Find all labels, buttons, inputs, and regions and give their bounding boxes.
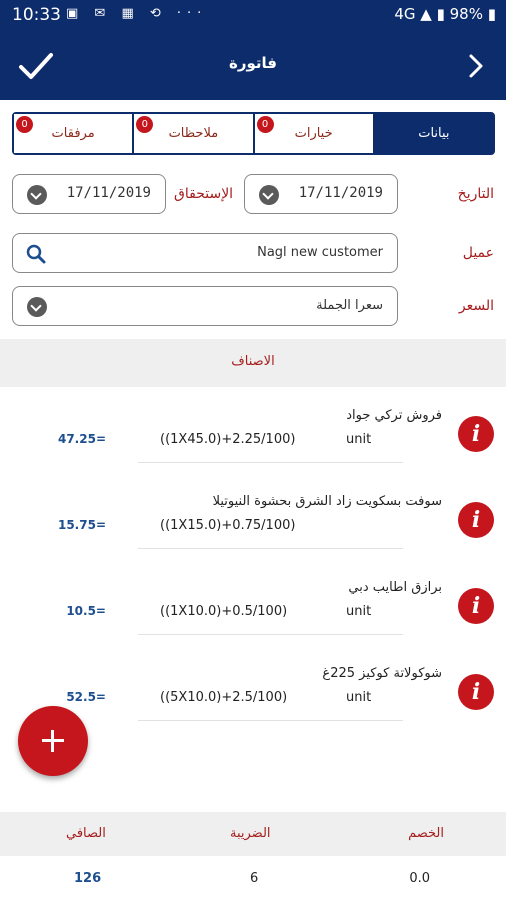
price-label: السعر [458, 298, 494, 314]
customer-value: Nagl new customer [257, 245, 383, 260]
app-bar [0, 30, 506, 100]
info-icon[interactable]: i [458, 588, 494, 624]
divider [138, 634, 403, 635]
item-formula: ((5X10.0)+2.5/100) [160, 690, 288, 705]
discount-label: الخصم [408, 826, 444, 841]
due-date-label: الإستحقاق [174, 186, 234, 202]
net-value: 126 [74, 871, 102, 886]
list-item[interactable] [0, 396, 506, 482]
item-formula: ((1X45.0)+2.25/100) [160, 432, 296, 447]
list-item[interactable] [0, 482, 506, 568]
tab-options[interactable] [253, 114, 373, 153]
discount-value: 0.0 [409, 871, 430, 886]
search-icon[interactable] [25, 243, 47, 265]
item-name: برازق اطايب دبي [348, 580, 442, 595]
add-item-button[interactable] [18, 706, 88, 776]
date-value: 17/11/2019 [298, 185, 383, 201]
info-icon[interactable]: i [458, 674, 494, 710]
list-item[interactable] [0, 568, 506, 654]
items-section-title: الاصناف [231, 354, 275, 369]
page-title: فاتورة [229, 54, 277, 72]
tax-value: 6 [250, 871, 259, 886]
item-name: فروش تركي جواد [346, 408, 442, 423]
item-unit: unit [346, 432, 372, 447]
divider [138, 548, 403, 549]
item-unit: unit [346, 604, 372, 619]
tab-options-label: خيارات [294, 126, 333, 141]
totals-header [0, 812, 506, 856]
due-date-field[interactable] [12, 174, 166, 214]
item-name: شوكولاتة كوكيز 225غ [322, 666, 442, 681]
tab-data[interactable] [373, 114, 493, 153]
item-total: 52.5= [66, 690, 106, 704]
notification-icons: ▣ ✉ ▦ ⟲ ··· [66, 6, 208, 21]
tab-attachments[interactable] [14, 114, 132, 153]
chevron-right-icon[interactable] [466, 52, 486, 80]
options-count-badge: 0 [257, 116, 274, 133]
item-total: 10.5= [66, 604, 106, 618]
status-bar [0, 0, 506, 30]
item-unit: unit [346, 690, 372, 705]
items-section-header [0, 339, 506, 387]
net-label: الصافي [66, 826, 106, 841]
notes-count-badge: 0 [136, 116, 153, 133]
tab-data-label: بيانات [418, 126, 450, 141]
tab-attachments-label: مرفقات [51, 126, 95, 141]
chevron-down-icon[interactable] [27, 297, 47, 317]
item-name: سوفت بسكويت زاد الشرق بحشوة النيوتيلا [212, 494, 442, 509]
info-icon[interactable]: i [458, 416, 494, 452]
divider [138, 462, 403, 463]
date-label: التاريخ [457, 186, 494, 202]
tab-bar [12, 112, 495, 155]
tax-label: الضريبة [230, 826, 271, 841]
info-icon[interactable]: i [458, 502, 494, 538]
attachments-count-badge: 0 [16, 116, 33, 133]
date-field[interactable] [244, 174, 398, 214]
tab-notes-label: ملاحظات [168, 126, 219, 141]
item-formula: ((1X15.0)+0.75/100) [160, 518, 296, 533]
divider [138, 720, 403, 721]
customer-label: عميل [462, 245, 494, 261]
price-type-value: سعرا الجملة [316, 298, 383, 313]
customer-field[interactable] [12, 233, 398, 273]
item-formula: ((1X10.0)+0.5/100) [160, 604, 288, 619]
price-type-select[interactable] [12, 286, 398, 326]
item-total: 47.25= [57, 432, 106, 446]
status-time: 10:33 [12, 5, 61, 25]
tab-notes[interactable] [132, 114, 252, 153]
item-total: 15.75= [57, 518, 106, 532]
status-indicators: 4G ▲ ▮ 98% ▮ [394, 5, 496, 23]
due-date-value: 17/11/2019 [66, 185, 151, 201]
